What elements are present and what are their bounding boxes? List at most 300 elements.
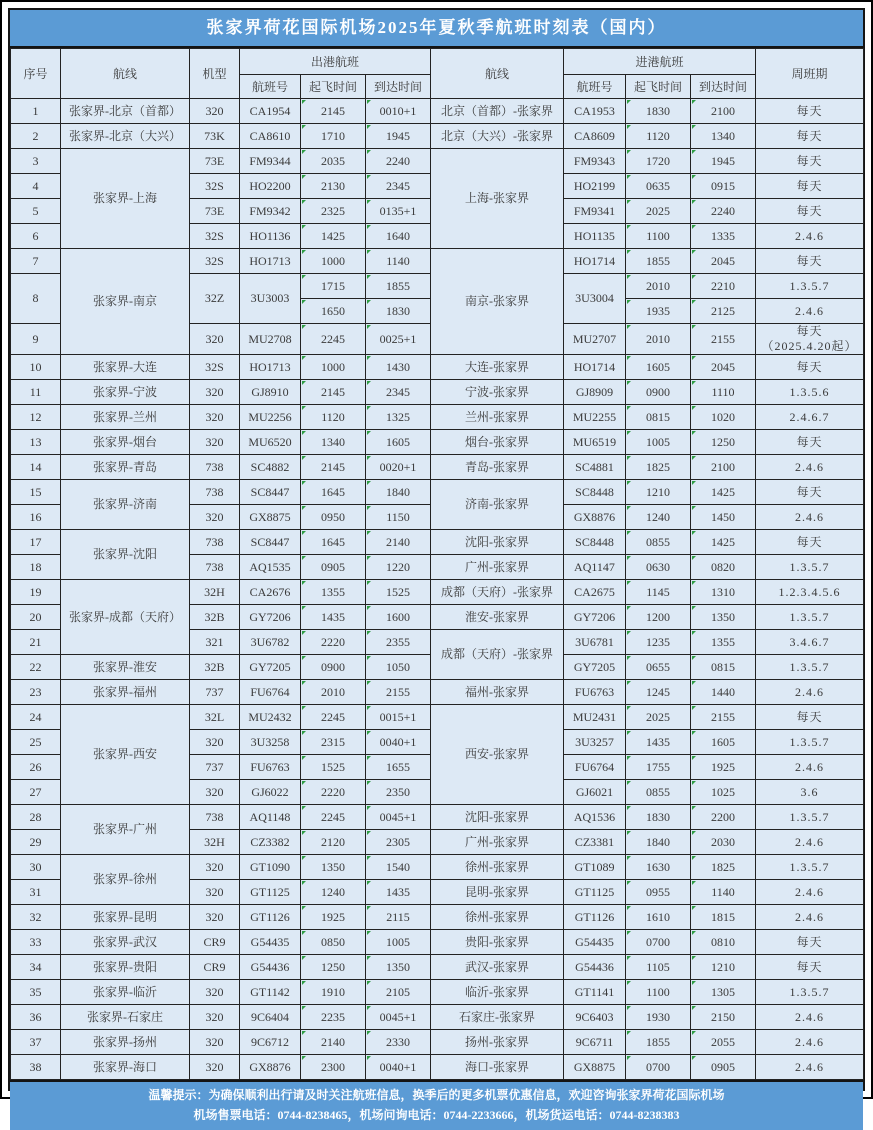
table-row	[11, 380, 864, 405]
seq-cell: 33	[11, 930, 61, 955]
weekly-cell: 2.4.6	[756, 755, 864, 780]
fno-cell: GT1126	[564, 905, 626, 930]
time-cell: 2330	[366, 1030, 431, 1055]
time-cell: 2245	[301, 324, 366, 355]
time-cell: 1830	[366, 299, 431, 324]
weekly-cell: 1.3.5.7	[756, 555, 864, 580]
time-cell: 2145	[301, 455, 366, 480]
time-cell: 1910	[301, 980, 366, 1005]
time-cell: 2120	[301, 830, 366, 855]
weekly-cell: 3.4.6.7	[756, 630, 864, 655]
weekly-cell: 每天	[756, 955, 864, 980]
ac-cell: 32Z	[190, 274, 240, 324]
table-row	[11, 355, 864, 380]
route-cell: 张家界-北京（大兴）	[61, 124, 190, 149]
time-cell: 1840	[626, 830, 691, 855]
time-cell: 2305	[366, 830, 431, 855]
col-header-inbound-departure-time: 起飞时间	[626, 75, 691, 99]
time-cell: 0040+1	[366, 730, 431, 755]
weekly-cell: 每天	[756, 124, 864, 149]
fno-cell: GT1141	[564, 980, 626, 1005]
route-cell: 上海-张家界	[431, 149, 564, 249]
col-header-outbound-group: 出港航班	[240, 49, 431, 75]
time-cell: 2145	[301, 99, 366, 124]
time-cell: 1340	[691, 124, 756, 149]
table-row	[11, 930, 864, 955]
time-cell: 1540	[366, 855, 431, 880]
ac-cell: 320	[190, 430, 240, 455]
fno-cell: AQ1536	[564, 805, 626, 830]
weekly-cell: 每天	[756, 355, 864, 380]
time-cell: 1830	[626, 99, 691, 124]
time-cell: 1715	[301, 274, 366, 299]
time-cell: 1335	[691, 224, 756, 249]
time-cell: 1350	[691, 605, 756, 630]
fno-cell: GX8875	[240, 505, 301, 530]
route-cell: 宁波-张家界	[431, 380, 564, 405]
flight-timetable	[10, 48, 864, 1080]
fno-cell: MU6519	[564, 430, 626, 455]
time-cell: 2300	[301, 1055, 366, 1080]
route-cell: 张家界-青岛	[61, 455, 190, 480]
seq-cell: 14	[11, 455, 61, 480]
ac-cell: 73E	[190, 199, 240, 224]
fno-cell: MU2708	[240, 324, 301, 355]
seq-cell: 17	[11, 530, 61, 555]
weekly-cell: 每天	[756, 199, 864, 224]
time-cell: 1145	[626, 580, 691, 605]
weekly-cell: 每天	[756, 530, 864, 555]
time-cell: 1645	[301, 530, 366, 555]
fno-cell: AQ1147	[564, 555, 626, 580]
time-cell: 1935	[626, 299, 691, 324]
route-cell: 张家界-海口	[61, 1055, 190, 1080]
route-cell: 张家界-宁波	[61, 380, 190, 405]
footer-notice-line2: 机场售票电话：0744-8238465，机场问询电话：0744-2233666，机场货运电话：0744-8238383	[193, 1107, 680, 1122]
route-cell: 兰州-张家界	[431, 405, 564, 430]
time-cell: 2140	[301, 1030, 366, 1055]
route-cell: 烟台-张家界	[431, 430, 564, 455]
table-row	[11, 455, 864, 480]
table-row	[11, 855, 864, 880]
seq-cell: 21	[11, 630, 61, 655]
weekly-cell: 2.4.6	[756, 224, 864, 249]
route-cell: 张家界-南京	[61, 249, 190, 355]
fno-cell: GJ8909	[564, 380, 626, 405]
weekly-cell: 2.4.6	[756, 505, 864, 530]
fno-cell: GT1126	[240, 905, 301, 930]
time-cell: 1425	[691, 530, 756, 555]
route-cell: 沈阳-张家界	[431, 805, 564, 830]
time-cell: 2240	[366, 149, 431, 174]
time-cell: 1525	[366, 580, 431, 605]
time-cell: 0040+1	[366, 1055, 431, 1080]
ac-cell: 320	[190, 980, 240, 1005]
route-cell: 南京-张家界	[431, 249, 564, 355]
seq-cell: 18	[11, 555, 61, 580]
route-cell: 济南-张家界	[431, 480, 564, 530]
route-cell: 张家界-兰州	[61, 405, 190, 430]
ac-cell: 320	[190, 1055, 240, 1080]
time-cell: 2200	[691, 805, 756, 830]
col-header-seq: 序号	[11, 49, 61, 99]
fno-cell: 3U3257	[564, 730, 626, 755]
time-cell: 2140	[366, 530, 431, 555]
ac-cell: 320	[190, 730, 240, 755]
ac-cell: 73E	[190, 149, 240, 174]
ac-cell: 320	[190, 380, 240, 405]
fno-cell: GJ6022	[240, 780, 301, 805]
ac-cell: CR9	[190, 930, 240, 955]
table-row	[11, 1055, 864, 1080]
fno-cell: G54435	[240, 930, 301, 955]
time-cell: 1340	[301, 430, 366, 455]
ac-cell: 321	[190, 630, 240, 655]
table-row	[11, 249, 864, 274]
ac-cell: 320	[190, 855, 240, 880]
time-cell: 2045	[691, 249, 756, 274]
weekly-cell: 1.3.5.7	[756, 655, 864, 680]
seq-cell: 35	[11, 980, 61, 1005]
route-cell: 扬州-张家界	[431, 1030, 564, 1055]
ac-cell: 32H	[190, 830, 240, 855]
time-cell: 2220	[301, 780, 366, 805]
ac-cell: 737	[190, 755, 240, 780]
route-cell: 张家界-西安	[61, 705, 190, 805]
time-cell: 2155	[691, 705, 756, 730]
ac-cell: 32S	[190, 224, 240, 249]
time-cell: 0015+1	[366, 705, 431, 730]
table-row	[11, 805, 864, 830]
weekly-cell: 3.6	[756, 780, 864, 805]
route-cell: 张家界-沈阳	[61, 530, 190, 580]
time-cell: 1840	[366, 480, 431, 505]
fno-cell: CZ3381	[564, 830, 626, 855]
seq-cell: 22	[11, 655, 61, 680]
route-cell: 海口-张家界	[431, 1055, 564, 1080]
time-cell: 1755	[626, 755, 691, 780]
weekly-cell: 每天	[756, 430, 864, 455]
time-cell: 2345	[366, 380, 431, 405]
time-cell: 1720	[626, 149, 691, 174]
weekly-cell: 2.4.6	[756, 299, 864, 324]
time-cell: 2025	[626, 705, 691, 730]
time-cell: 1100	[626, 224, 691, 249]
route-cell: 张家界-淮安	[61, 655, 190, 680]
table-header	[11, 49, 864, 99]
seq-cell: 2	[11, 124, 61, 149]
route-cell: 成都（天府）-张家界	[431, 630, 564, 680]
fno-cell: HO1713	[240, 355, 301, 380]
table-row	[11, 1030, 864, 1055]
route-cell: 沈阳-张家界	[431, 530, 564, 555]
time-cell: 0915	[691, 174, 756, 199]
route-cell: 徐州-张家界	[431, 855, 564, 880]
route-cell: 昆明-张家界	[431, 880, 564, 905]
weekly-cell: 每天 （2025.4.20起）	[756, 324, 864, 355]
time-cell: 1020	[691, 405, 756, 430]
ac-cell: 320	[190, 1030, 240, 1055]
seq-cell: 27	[11, 780, 61, 805]
route-cell: 北京（大兴）-张家界	[431, 124, 564, 149]
route-cell: 广州-张家界	[431, 555, 564, 580]
seq-cell: 37	[11, 1030, 61, 1055]
ac-cell: 738	[190, 530, 240, 555]
time-cell: 0010+1	[366, 99, 431, 124]
weekly-cell: 1.3.5.7	[756, 855, 864, 880]
weekly-cell: 每天	[756, 249, 864, 274]
time-cell: 2155	[366, 680, 431, 705]
time-cell: 1855	[626, 1030, 691, 1055]
col-header-aircraft: 机型	[190, 49, 240, 99]
time-cell: 2150	[691, 1005, 756, 1030]
fno-cell: FM9343	[564, 149, 626, 174]
ac-cell: 320	[190, 505, 240, 530]
time-cell: 1325	[366, 405, 431, 430]
time-cell: 2100	[691, 99, 756, 124]
seq-cell: 38	[11, 1055, 61, 1080]
table-row	[11, 905, 864, 930]
time-cell: 1630	[626, 855, 691, 880]
time-cell: 1435	[626, 730, 691, 755]
ac-cell: 32S	[190, 355, 240, 380]
route-cell: 张家界-广州	[61, 805, 190, 855]
time-cell: 1525	[301, 755, 366, 780]
time-cell: 1305	[691, 980, 756, 1005]
fno-cell: MU6520	[240, 430, 301, 455]
col-header-outbound-departure-time: 起飞时间	[301, 75, 366, 99]
fno-cell: GT1090	[240, 855, 301, 880]
seq-cell: 34	[11, 955, 61, 980]
seq-cell: 36	[11, 1005, 61, 1030]
page-title: 张家界荷花国际机场2025年夏秋季航班时刻表（国内）	[10, 10, 863, 48]
seq-cell: 24	[11, 705, 61, 730]
fno-cell: FU6764	[564, 755, 626, 780]
time-cell: 1110	[691, 380, 756, 405]
table-row	[11, 430, 864, 455]
fno-cell: FM9344	[240, 149, 301, 174]
time-cell: 1245	[626, 680, 691, 705]
route-cell: 青岛-张家界	[431, 455, 564, 480]
fno-cell: 9C6403	[564, 1005, 626, 1030]
time-cell: 1025	[691, 780, 756, 805]
timetable-sheet	[8, 8, 865, 1122]
fno-cell: 3U6781	[564, 630, 626, 655]
seq-cell: 30	[11, 855, 61, 880]
time-cell: 1005	[366, 930, 431, 955]
time-cell: 1120	[301, 405, 366, 430]
fno-cell: FU6763	[564, 680, 626, 705]
weekly-cell: 每天	[756, 99, 864, 124]
time-cell: 0025+1	[366, 324, 431, 355]
weekly-cell: 2.4.6	[756, 880, 864, 905]
route-cell: 成都（天府）-张家界	[431, 580, 564, 605]
time-cell: 1210	[626, 480, 691, 505]
time-cell: 0700	[626, 1055, 691, 1080]
time-cell: 1435	[301, 605, 366, 630]
time-cell: 1425	[691, 480, 756, 505]
table-row	[11, 99, 864, 124]
time-cell: 2010	[626, 274, 691, 299]
fno-cell: FU6764	[240, 680, 301, 705]
fno-cell: HO2199	[564, 174, 626, 199]
fno-cell: SC8448	[564, 480, 626, 505]
ac-cell: 320	[190, 780, 240, 805]
seq-cell: 31	[11, 880, 61, 905]
route-cell: 北京（首都）-张家界	[431, 99, 564, 124]
table-row	[11, 405, 864, 430]
fno-cell: FU6763	[240, 755, 301, 780]
col-header-route-inbound: 航线	[431, 49, 564, 99]
time-cell: 1240	[626, 505, 691, 530]
time-cell: 2155	[691, 324, 756, 355]
route-cell: 大连-张家界	[431, 355, 564, 380]
time-cell: 0045+1	[366, 1005, 431, 1030]
time-cell: 0810	[691, 930, 756, 955]
time-cell: 1945	[366, 124, 431, 149]
time-cell: 0855	[626, 780, 691, 805]
col-header-inbound-flight-no: 航班号	[564, 75, 626, 99]
weekly-cell: 2.4.6	[756, 1055, 864, 1080]
time-cell: 1825	[691, 855, 756, 880]
fno-cell: GT1089	[564, 855, 626, 880]
seq-cell: 7	[11, 249, 61, 274]
weekly-cell: 1.3.5.6	[756, 380, 864, 405]
table-row	[11, 680, 864, 705]
ac-cell: 32S	[190, 249, 240, 274]
fno-cell: GX8876	[240, 1055, 301, 1080]
seq-cell: 9	[11, 324, 61, 355]
ac-cell: 32B	[190, 655, 240, 680]
route-cell: 张家界-烟台	[61, 430, 190, 455]
time-cell: 1830	[626, 805, 691, 830]
fno-cell: GY7205	[240, 655, 301, 680]
time-cell: 1005	[626, 430, 691, 455]
table-row	[11, 980, 864, 1005]
time-cell: 2045	[691, 355, 756, 380]
weekly-cell: 1.3.5.7	[756, 605, 864, 630]
route-cell: 张家界-贵阳	[61, 955, 190, 980]
time-cell: 1200	[626, 605, 691, 630]
seq-cell: 13	[11, 430, 61, 455]
time-cell: 1815	[691, 905, 756, 930]
fno-cell: SC4881	[564, 455, 626, 480]
fno-cell: MU2707	[564, 324, 626, 355]
ac-cell: 320	[190, 880, 240, 905]
route-cell: 张家界-成都（天府）	[61, 580, 190, 655]
fno-cell: GJ8910	[240, 380, 301, 405]
fno-cell: HO1714	[564, 249, 626, 274]
time-cell: 1925	[301, 905, 366, 930]
fno-cell: 3U6782	[240, 630, 301, 655]
time-cell: 0820	[691, 555, 756, 580]
weekly-cell: 1.3.5.7	[756, 730, 864, 755]
seq-cell: 15	[11, 480, 61, 505]
fno-cell: CA1954	[240, 99, 301, 124]
time-cell: 1210	[691, 955, 756, 980]
weekly-cell: 1.3.5.7	[756, 980, 864, 1005]
table-row	[11, 1005, 864, 1030]
fno-cell: 9C6404	[240, 1005, 301, 1030]
route-cell: 贵阳-张家界	[431, 930, 564, 955]
route-cell: 张家界-徐州	[61, 855, 190, 905]
weekly-cell: 2.4.6	[756, 455, 864, 480]
seq-cell: 10	[11, 355, 61, 380]
time-cell: 0855	[626, 530, 691, 555]
time-cell: 2245	[301, 705, 366, 730]
ac-cell: 738	[190, 480, 240, 505]
fno-cell: CA2675	[564, 580, 626, 605]
seq-cell: 12	[11, 405, 61, 430]
time-cell: 1140	[366, 249, 431, 274]
time-cell: 2010	[626, 324, 691, 355]
route-cell: 广州-张家界	[431, 830, 564, 855]
time-cell: 1610	[626, 905, 691, 930]
footer-notice	[10, 1080, 863, 1130]
route-cell: 武汉-张家界	[431, 955, 564, 980]
route-cell: 张家界-扬州	[61, 1030, 190, 1055]
time-cell: 0635	[626, 174, 691, 199]
time-cell: 0630	[626, 555, 691, 580]
time-cell: 2240	[691, 199, 756, 224]
col-header-outbound-arrival-time: 到达时间	[366, 75, 431, 99]
time-cell: 2115	[366, 905, 431, 930]
route-cell: 西安-张家界	[431, 705, 564, 805]
time-cell: 2025	[626, 199, 691, 224]
time-cell: 1435	[366, 880, 431, 905]
route-cell: 张家界-大连	[61, 355, 190, 380]
header-row-groups	[11, 49, 864, 75]
time-cell: 1930	[626, 1005, 691, 1030]
fno-cell: MU2432	[240, 705, 301, 730]
ac-cell: 320	[190, 905, 240, 930]
fno-cell: SC8448	[564, 530, 626, 555]
time-cell: 1855	[366, 274, 431, 299]
weekly-cell: 1.2.3.4.5.6	[756, 580, 864, 605]
fno-cell: GX8876	[564, 505, 626, 530]
fno-cell: 9C6712	[240, 1030, 301, 1055]
weekly-cell: 2.4.6	[756, 680, 864, 705]
ac-cell: 32L	[190, 705, 240, 730]
fno-cell: GX8875	[564, 1055, 626, 1080]
ac-cell: 73K	[190, 124, 240, 149]
time-cell: 0950	[301, 505, 366, 530]
time-cell: 2100	[691, 455, 756, 480]
seq-cell: 4	[11, 174, 61, 199]
time-cell: 2355	[366, 630, 431, 655]
route-cell: 石家庄-张家界	[431, 1005, 564, 1030]
ac-cell: 32B	[190, 605, 240, 630]
time-cell: 0955	[626, 880, 691, 905]
route-cell: 淮安-张家界	[431, 605, 564, 630]
time-cell: 1150	[366, 505, 431, 530]
weekly-cell: 2.4.6	[756, 1005, 864, 1030]
fno-cell: MU2255	[564, 405, 626, 430]
col-header-weekly: 周班期	[756, 49, 864, 99]
route-cell: 徐州-张家界	[431, 905, 564, 930]
table-row	[11, 530, 864, 555]
time-cell: 0850	[301, 930, 366, 955]
table-row	[11, 705, 864, 730]
fno-cell: 3U3258	[240, 730, 301, 755]
weekly-cell: 每天	[756, 480, 864, 505]
fno-cell: CA8609	[564, 124, 626, 149]
ac-cell: CR9	[190, 955, 240, 980]
time-cell: 0900	[626, 380, 691, 405]
time-cell: 1430	[366, 355, 431, 380]
time-cell: 1050	[366, 655, 431, 680]
time-cell: 1650	[301, 299, 366, 324]
